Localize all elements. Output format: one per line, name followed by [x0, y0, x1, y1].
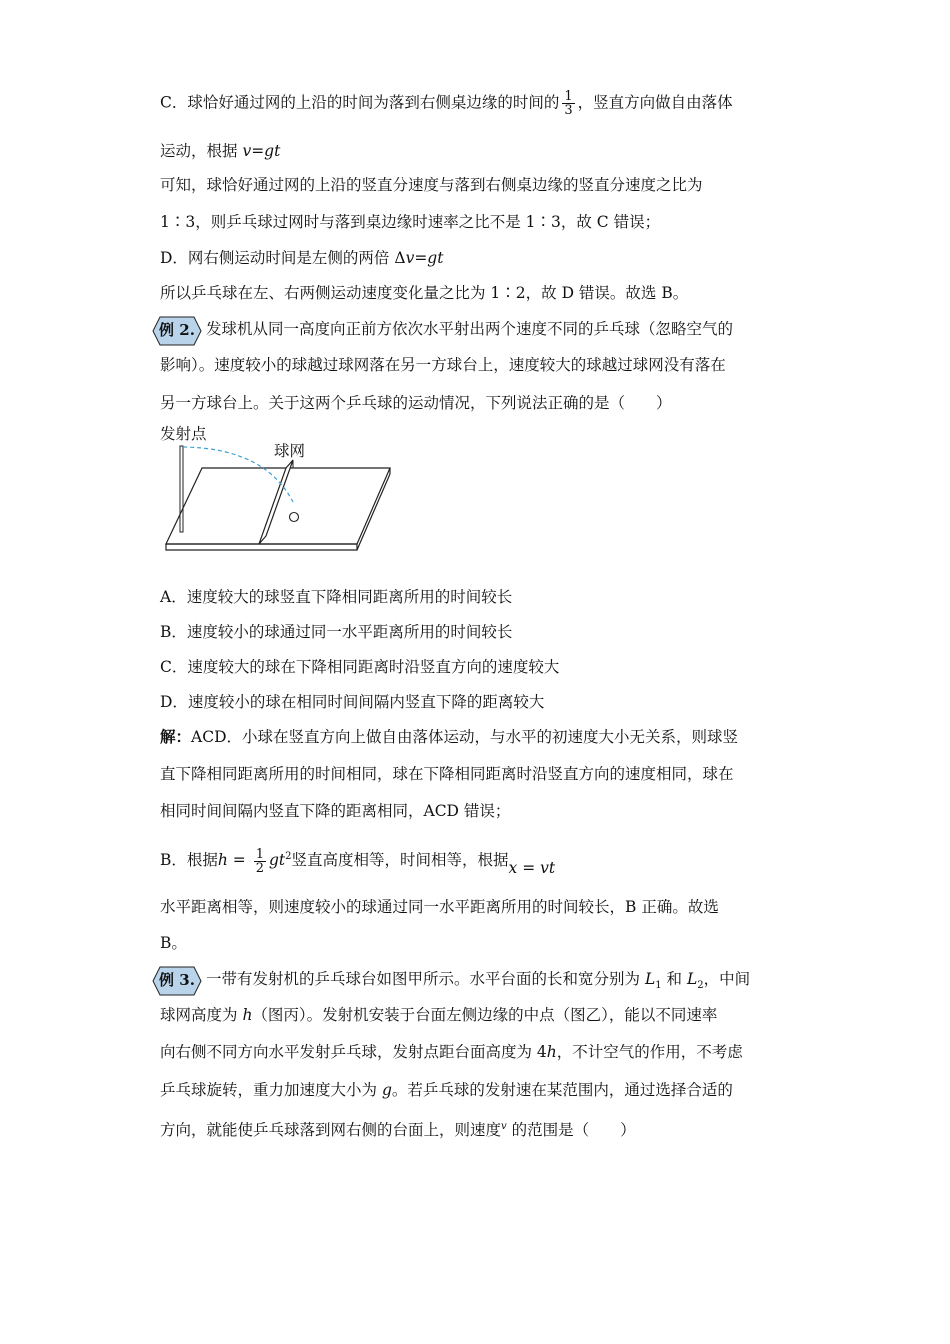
option-c-line-3: 可知，球恰好通过网的上沿的竖直分速度与落到右侧桌边缘的竖直分速度之比为: [160, 176, 703, 194]
launcher-post: [180, 446, 183, 532]
example-2-solution-line-1: 解：ACD．小球在竖直方向上做自由落体运动，与水平的初速度大小无关系，则球竖: [160, 727, 738, 746]
example-2-question-line-2: 影响）。速度较小的球越过球网落在另一方球台上，速度较大的球越过球网没有落在: [160, 356, 726, 374]
option-d-line-1: D．网右侧运动时间是左侧的两倍 Δv=gt: [160, 249, 444, 267]
example-3-badge: 例 3.: [152, 966, 202, 994]
fraction-one-third: $\frac{1}{3}$: [564, 89, 573, 118]
option-c-line-2: 运动，根据 v=gt: [160, 142, 281, 160]
net: [259, 460, 293, 544]
option-c-line-1: C．球恰好通过网的上沿的时间为落到右侧桌边缘的时间的 $\frac{1}{3}$ ，竖直方向做自由落体: [160, 89, 733, 118]
fraction-one-half: $\frac{1}{2}$: [255, 846, 264, 876]
table-edge: [166, 544, 357, 550]
example-2-solution-b-formula: B．根据h = $\frac{1}{2}$ $gt^2$竖直高度相等，时间相等，根据x = vt: [160, 846, 556, 878]
option-c-line-4: 1∶3，则乒乓球过网时与落到桌边缘时速率之比不是 1∶3，故 C 错误；: [160, 213, 661, 231]
example-3-question-line-1: 一带有发射机的乒乓球台如图甲所示。水平台面的长和宽分别为 $L_1$ 和 $L_2$，中间: [206, 970, 751, 992]
formula-x-vt: x = vt: [508, 859, 556, 878]
option-d-line-2: 所以乒乓球在左、右两侧运动速度变化量之比为 1∶2，故 D 错误。故选 B。: [160, 284, 689, 302]
example-2-option-a: A．速度较大的球竖直下降相同距离所用的时间较长: [160, 588, 513, 606]
figure-label-launch-point: 发射点: [160, 425, 207, 443]
example-3-question-line-2: 球网高度为 h（图丙）。发射机安装于台面左侧边缘的中点（图乙），能以不同速率: [160, 1006, 718, 1024]
example-3-question-line-4: 乒乓球旋转，重力加速度大小为 g。若乒乓球的发射速在某范围内，通过选择合适的: [160, 1081, 733, 1099]
example-2-option-d: D．速度较小的球在相同时间间隔内竖直下降的距离较大: [160, 693, 545, 711]
figure-label-net: 球网: [274, 442, 306, 460]
example-3-question-line-5: 方向，就能使乒乓球落到网右侧的台面上，则速度$^v$ 的范围是（ ）: [160, 1121, 636, 1140]
example-2-question-line-1: 发球机从同一高度向正前方依次水平射出两个速度不同的乒乓球（忽略空气的: [206, 320, 734, 338]
ping-pong-table-figure: [160, 440, 395, 555]
example-2-badge: 例 2.: [152, 316, 202, 344]
example-2-solution-line-3: 相同时间间隔内竖直下降的距离相同，ACD 错误；: [160, 802, 511, 820]
ball: [290, 513, 299, 522]
example-2-solution-line-2: 直下降相同距离所用的时间相同，球在下降相同距离时沿竖直方向的速度相同，球在: [160, 765, 734, 783]
solution-label: 解：: [160, 727, 192, 746]
example-2-option-c: C．速度较大的球在下降相同距离时沿竖直方向的速度较大: [160, 658, 560, 676]
example-2-solution-line-6: B。: [160, 934, 187, 952]
table-top: [166, 468, 390, 544]
example-2-option-b: B．速度较小的球通过同一水平距离所用的时间较长: [160, 623, 513, 641]
example-3-question-line-3: 向右侧不同方向水平发射乒乓球，发射点距台面高度为 4h，不计空气的作用，不考虑: [160, 1043, 743, 1061]
example-2-solution-line-5: 水平距离相等，则速度较小的球通过同一水平距离所用的时间较长，B 正确。故选: [160, 898, 719, 916]
example-2-question-line-3: 另一方球台上。关于这两个乒乓球的运动情况，下列说法正确的是（ ）: [160, 394, 672, 412]
